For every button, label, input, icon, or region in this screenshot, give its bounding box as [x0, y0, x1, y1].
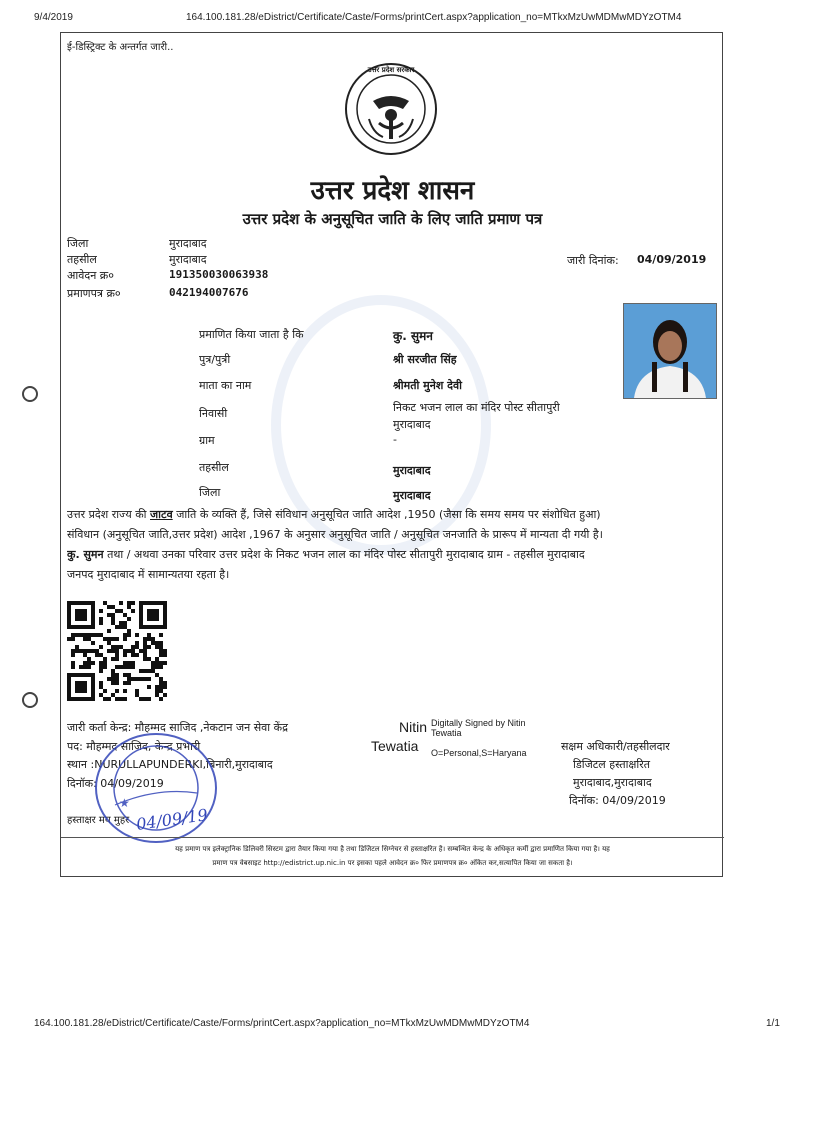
print-date: 9/4/2019 [34, 12, 73, 23]
punch-hole [22, 692, 38, 708]
body-line-3-text: तथा / अथवा उनका परिवार उत्तर प्रदेश के निकट भजन लाल का मंदिर पोस्ट सीतापुरी मुरादाबाद ग्राम - तहसील मुरादाबाद [107, 548, 585, 561]
resident-label: निवासी [199, 407, 228, 420]
certificate-no-label: प्रमाणपत्र क्र० [67, 287, 121, 300]
certificate-frame [60, 32, 723, 877]
stamp-handwritten-date: 04/09/19 [135, 805, 209, 834]
print-url: 164.100.181.28/eDistrict/Certificate/Caste/Forms/printCert.aspx?application_no=MTkxMzUwMDMwMDYzOTM4 [186, 12, 682, 23]
punch-hole [22, 386, 38, 402]
issuer-center-line: जारी कर्ता केन्द्र: मौहम्मद साजिद ,नेकटान जन सेवा केंद्र [67, 721, 288, 734]
issue-date-value: 04/09/2019 [637, 253, 707, 266]
village-value: - [393, 433, 397, 446]
certify-label: प्रमाणित किया जाता है कि [199, 328, 304, 341]
resident-address-line1: निकट भजन लाल का मंदिर पोस्ट सीतापुरी [393, 401, 560, 414]
tehsil-label: तहसील [67, 253, 97, 266]
application-label: आवेदन क्र० [67, 269, 114, 282]
issuer-date-line: दिनॉक: 04/09/2019 [67, 777, 164, 790]
district-label: जिला [67, 237, 89, 250]
body-applicant-name: कु. सुमन [67, 548, 104, 561]
applicant-name: कु. सुमन [393, 329, 433, 343]
authority-place: मुरादाबाद,मुरादाबाद [573, 776, 652, 789]
certificate-title: उत्तर प्रदेश शासन [310, 176, 475, 206]
caste-name: जाटव [150, 508, 173, 521]
village-label: ग्राम [199, 434, 215, 447]
tehsil-value: मुरादाबाद [169, 253, 207, 266]
issued-under-text: ई-डिस्ट्रिक्ट के अन्तर्गत जारी.. [67, 42, 174, 53]
qr-code [67, 601, 167, 701]
applicant-photo [623, 303, 717, 399]
father-name: श्री सरजीत सिंह [393, 353, 457, 366]
issuer-post-line: पद: मौहम्मद साजिद, केन्द्र प्रभारी [67, 740, 201, 753]
child-of-label: पुत्र/पुत्री [199, 353, 231, 366]
issuer-place-line: स्थान :NURULLAPUNDERKI,बिनारी,मुरादाबाद [67, 758, 273, 771]
detail-district-label: जिला [199, 486, 221, 499]
detail-tehsil-value: मुरादाबाद [393, 464, 431, 477]
digital-sign-first-name: Nitin [399, 719, 428, 735]
print-footer-url: 164.100.181.28/eDistrict/Certificate/Caste/Forms/printCert.aspx?application_no=MTkxMzUwMDMwMDYzOTM4 [34, 1018, 530, 1029]
disclaimer-line-2: प्रमाण पत्र वेबसाइट http://edistrict.up.nic.in पर इसका पहले आवेदन क्र० फिर प्रमाणपत्र क्र० अंकित कर,सत्यापित किया जा सकता है। [212, 859, 573, 867]
mother-label: माता का नाम [199, 379, 252, 392]
district-value: मुरादाबाद [169, 237, 207, 250]
disclaimer-line-1: यह प्रमाण पत्र इलेक्ट्रानिक डिलिवरी सिस्टम द्वारा तैयार किया गया है तथा डिजिटल सिग्नेचर से हस्ताक्षरित है। सम्बन्धित केन्द्र के अधिकृत कर्मी द्वारा प्रमाणित किया गया है। यह [175, 845, 610, 853]
emblem-text: उत्तर प्रदेश सरकार [367, 66, 415, 74]
mother-name: श्रीमती मुनेश देवी [393, 379, 462, 392]
detail-district-value: मुरादाबाद [393, 489, 431, 502]
issuer-signature-line: हस्ताक्षर मय मुहर [67, 815, 130, 826]
authority-signature-label: डिजिटल हस्ताक्षरित [573, 758, 650, 771]
detail-tehsil-label: तहसील [199, 461, 229, 474]
body-line-1 [67, 505, 717, 525]
body-line-2: संविधान (अनुसूचित जाति,उत्तर प्रदेश) आदेश ,1967 के अनुसार अनुसूचित जाति / अनुसूचित जनजाति के प्रारूप में मान्यता दी गयी है। [67, 528, 603, 541]
up-emblem-icon [343, 61, 439, 157]
certificate-number: 042194007676 [169, 286, 249, 299]
application-number: 191350030063938 [169, 268, 269, 281]
body-line-1-prefix: उत्तर प्रदेश राज्य की [67, 508, 147, 521]
body-line-3 [67, 545, 717, 565]
issue-date-label: जारी दिनांक: [567, 254, 619, 267]
authority-title: सक्षम अधिकारी/तहसीलदार [561, 740, 670, 753]
digital-sign-last-name: Tewatia [371, 738, 419, 754]
body-line-1-suffix: जाति के व्यक्ति हैं, जिसे संविधान अनुसूचित जाति आदेश ,1950 (जैसा कि समय समय पर संशोधित हुआ) [176, 508, 601, 521]
certificate-subtitle: उत्तर प्रदेश के अनुसूचित जाति के लिए जाति प्रमाण पत्र [242, 210, 543, 228]
digital-sign-org: O=Personal,S=Haryana [431, 748, 527, 758]
resident-address-line2: मुरादाबाद [393, 418, 431, 431]
disclaimer-divider [61, 837, 724, 838]
digital-sign-signed-by: Digitally Signed by Nitin Tewatia [431, 718, 526, 738]
body-line-4: जनपद मुरादाबाद में सामान्यतया रहता है। [67, 568, 230, 581]
svg-text:★: ★ [119, 796, 130, 810]
print-footer-page: 1/1 [766, 1018, 780, 1029]
authority-date-line: दिनॉक: 04/09/2019 [569, 794, 666, 807]
